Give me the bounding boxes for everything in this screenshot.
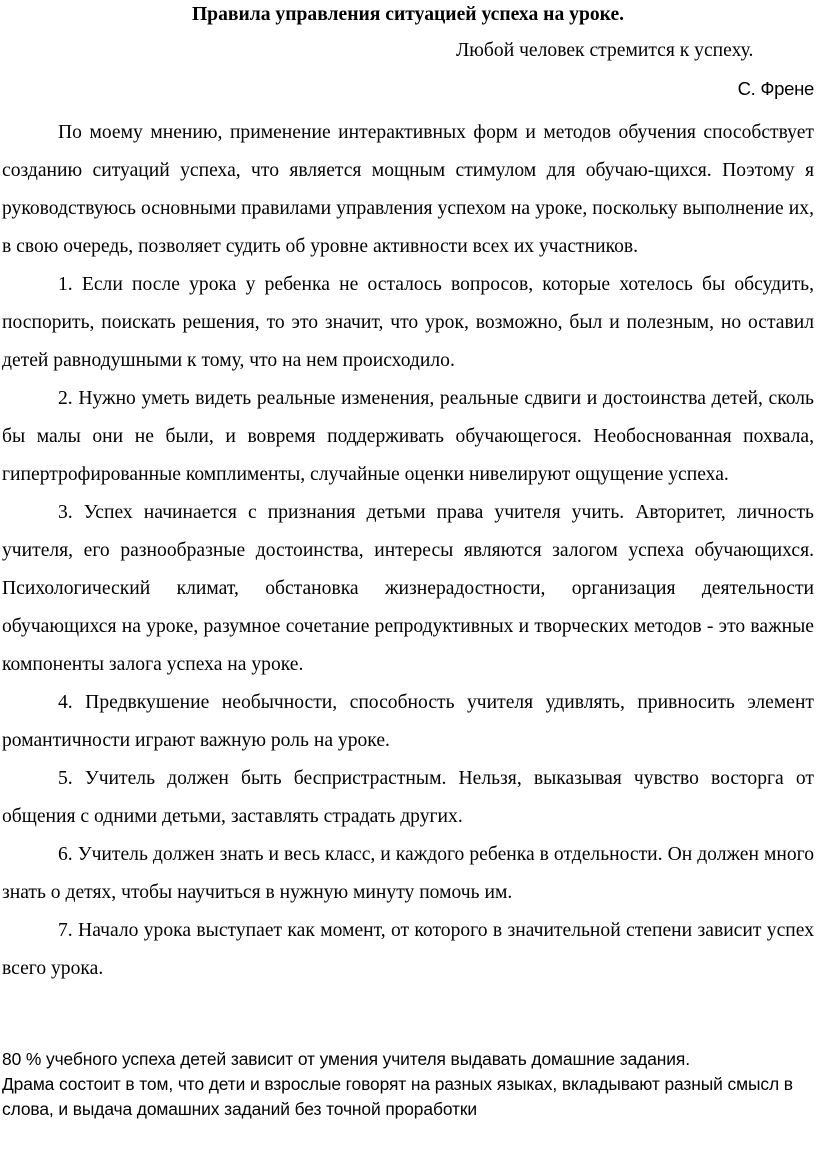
intro-paragraph: По моему мнению, применение интерактивных форм и методов обучения способствует созданию ситуаций успеха, что является мощным стимулом для обучаю-щихся. Поэтому я руководствуюсь основными правилами управления успехом на уроке, поскольку выполнение их, в свою очередь, позволяет судить об уровне активности всех их участников. [2,122,814,257]
rule-item-4: 4. Предвкушение необычности, способность учителя удивлять, привносить элемент романтичности играют важную роль на уроке. [2,692,814,751]
rule-item-7: 7. Начало урока выступает как момент, от которого в значительной степени зависит успех всего урока. [2,920,814,979]
rule-item-6: 6. Учитель должен знать и весь класс, и каждого ребенка в отдельности. Он должен много знать о детях, чтобы научиться в нужную минуту помочь им. [2,844,814,903]
document-title: Правила управления ситуацией успеха на уроке. [191,4,625,25]
document-body [2,114,814,988]
rule-item-3: 3. Успех начинается с признания детьми права учителя учить. Авторитет, личность учителя, его разнообразные достоинства, интересы являются залогом успеха обучающихся. Психологический климат, обстановка жизнерадостности, организация деятельности обучающихся на уроке, разумное сочетание репродуктивных и творческих методов - это важные компоненты залога успеха на уроке. [2,502,814,675]
rule-item-5: 5. Учитель должен быть беспристрастным. Нельзя, выказывая чувство восторга от общения с одними детьми, заставлять страдать других. [2,768,814,827]
rule-item-1: 1. Если после урока у ребенка не осталось вопросов, которые хотелось бы обсудить, поспорить, поискать решения, то это значит, что урок, возможно, был и полезным, но оставил детей равнодушными к тому, что на нем происходило. [2,274,814,371]
epigraph-author: С. Френе [737,78,814,99]
footer-line-2: Драма состоит в том, что дети и взрослые говорят на разных языках, вкладывают разный смысл в слова, и выдача домашних заданий без точной проработки [2,1074,793,1119]
rule-item-2: 2. Нужно уметь видеть реальные изменения, реальные сдвиги и достоинства детей, сколь бы малы они не были, и вовремя поддерживать обучающегося. Необоснованная похвала, гипертрофированные комплименты, случайные оценки нивелируют ощущение успеха. [2,388,814,485]
footer-line-1: 80 % учебного успеха детей зависит от умения учителя выдавать домашние задания. [2,1049,690,1069]
footer-note [2,1047,814,1122]
epigraph-quote: Любой человек стремится к успеху. [456,40,754,61]
